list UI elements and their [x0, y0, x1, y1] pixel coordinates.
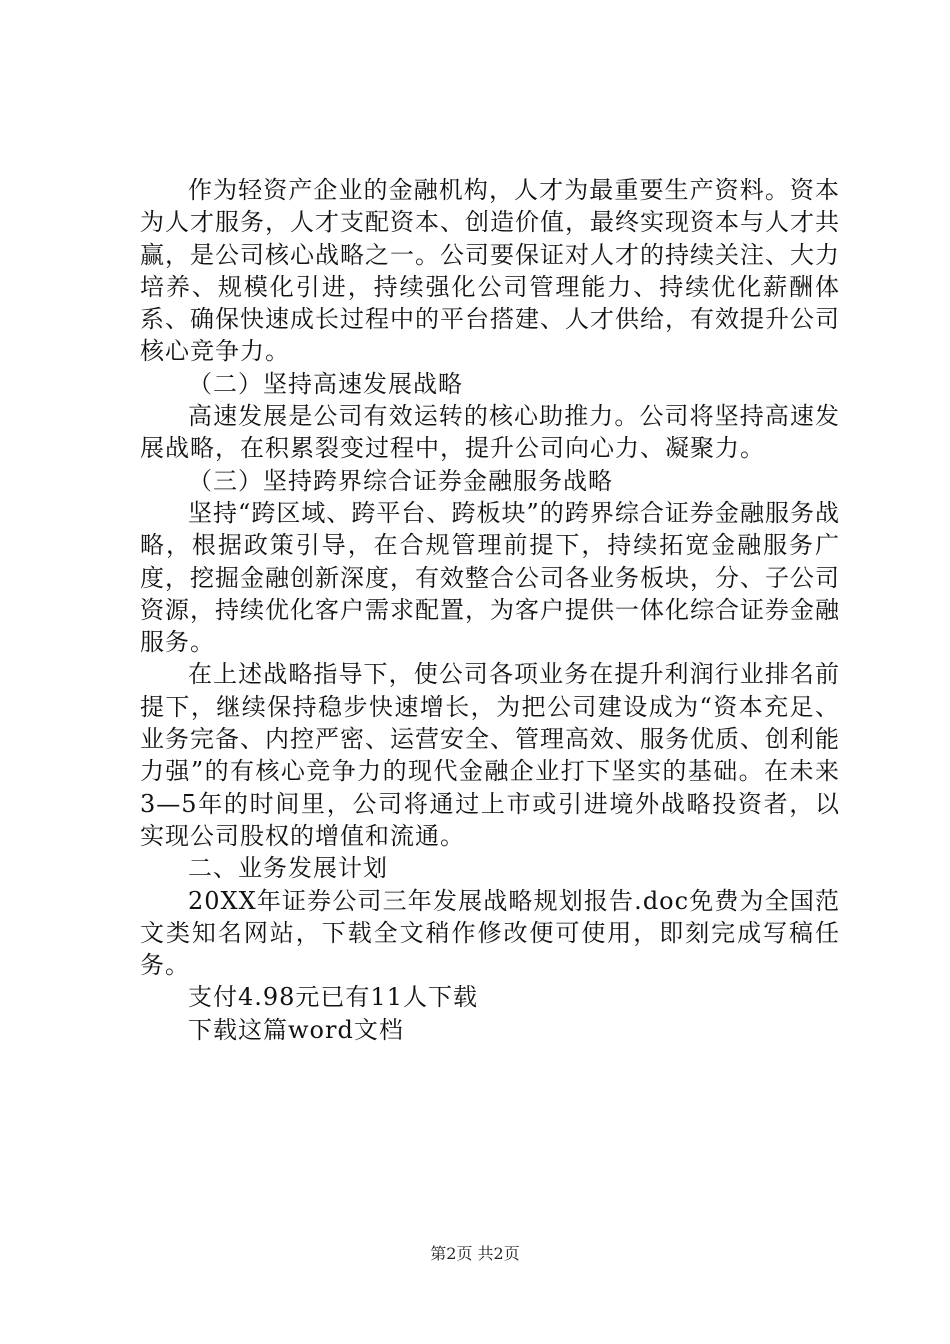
- paragraph-high-speed: 高速发展是公司有效运转的核心助推力。公司将坚持高速发展战略，在积累裂变过程中，提升公司向心力、凝聚力。: [140, 402, 840, 463]
- section-heading-business-plan: 二、业务发展计划: [188, 854, 388, 883]
- page-number-footer: 第2页 共2页: [430, 1244, 520, 1263]
- paragraph-strategy-guidance: 在上述战略指导下，使公司各项业务在提升利润行业排名前提下，继续保持稳步快速增长，为把公司建设成为“资本充足、业务完备、内控严密、运营安全、管理高效、服务优质、创利能力强”的有核心竞争力的现代金融企业打下坚实的基础。在未来3—5年的时间里，公司将通过上市或引进境外战略投资者，以实现公司股权的增值和流通。: [140, 660, 840, 850]
- section-heading-cross-border: （三）坚持跨界综合证券金融服务战略: [188, 466, 613, 495]
- section-heading-high-speed: （二）坚持高速发展战略: [188, 369, 463, 398]
- paragraph-cross-border: 坚持“跨区域、跨平台、跨板块”的跨界综合证券金融服务战略，根据政策引导，在合规管理前提下，持续拓宽金融服务广度，挖掘金融创新深度，有效整合公司各业务板块，分、子公司资源，持续优化客户需求配置，为客户提供一体化综合证券金融服务。: [140, 498, 840, 657]
- paragraph-talent-strategy: 作为轻资产企业的金融机构，人才为最重要生产资料。资本为人才服务，人才支配资本、创造价值，最终实现资本与人才共赢，是公司核心战略之一。公司要保证对人才的持续关注、大力培养、规模化引进，持续强化公司管理能力、持续优化薪酬体系、确保快速成长过程中的平台搭建、人才供给，有效提升公司核心竞争力。: [140, 176, 840, 366]
- payment-download-info: 支付4.98元已有11人下载: [188, 983, 478, 1012]
- document-body: [140, 174, 840, 1046]
- paragraph-download-promo: 20XX年证券公司三年发展战略规划报告.doc免费为全国范文类知名网站，下载全文稍作修改便可使用，即刻完成写稿任务。: [140, 886, 840, 980]
- download-document-link[interactable]: 下载这篇word文档: [188, 1015, 404, 1044]
